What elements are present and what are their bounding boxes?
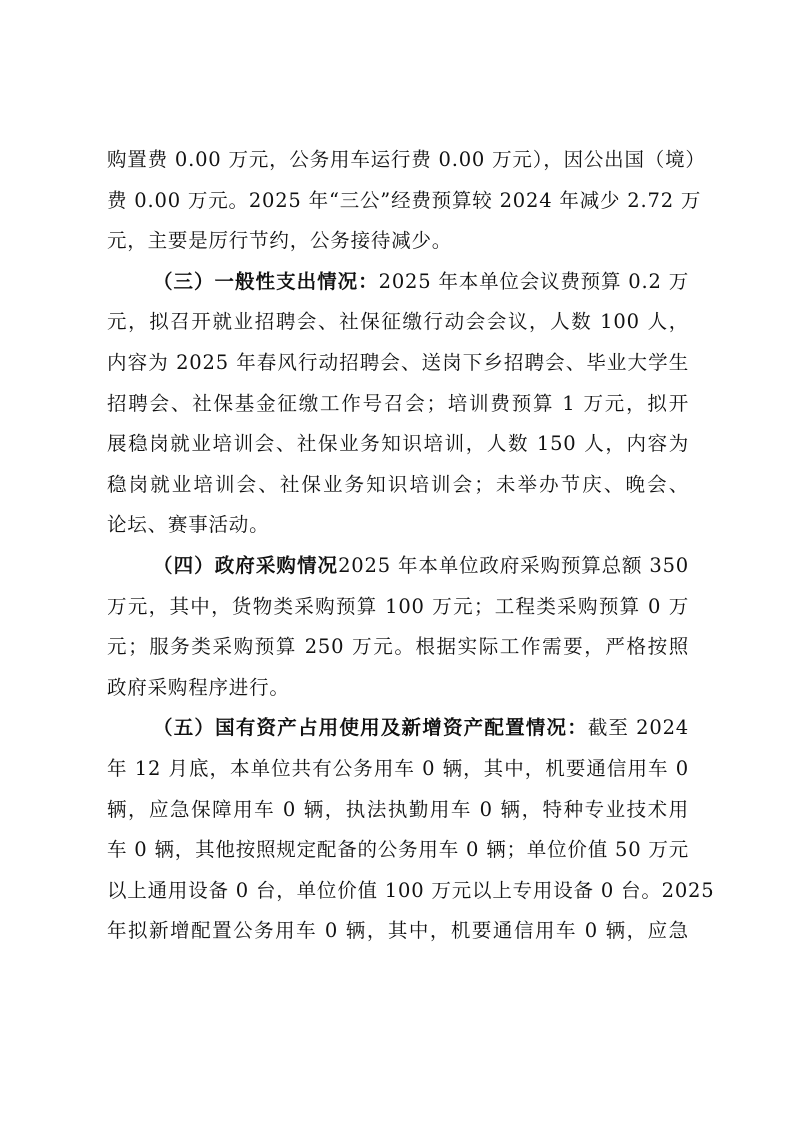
intro-line-2: 费 0.00 万元。2025 年“三公”经费预算较 2024 年减少 2.72 万: [107, 188, 702, 212]
section-3-line: 论坛、赛事活动。: [107, 513, 270, 537]
section-5-line: 辆，应急保障用车 0 辆，执法执勤用车 0 辆，特种专业技术用: [107, 797, 689, 821]
section-3-line: 展稳岗就业培训会、社保业务知识培训，人数 150 人，内容为: [107, 432, 689, 456]
section-4-first-line: [107, 546, 689, 587]
section-5-line: 车 0 辆，其他按照规定配备的公务用车 0 辆；单位价值 50 万元: [107, 838, 690, 862]
section-4-heading: （四）政府采购情况: [153, 553, 339, 577]
section-3-line: 内容为 2025 年春风行动招聘会、送岗下乡招聘会、毕业大学生: [107, 350, 689, 374]
section-5-heading: （五）国有资产占用使用及新增资产配置情况：: [153, 716, 588, 740]
section-3-first-line-text: 2025 年本单位会议费预算 0.2 万: [378, 269, 689, 293]
section-5-first-line: [107, 708, 689, 749]
section-3-line: 元，拟召开就业招聘会、社保征缴行动会会议，人数 100 人，: [107, 310, 689, 334]
section-3-line: 招聘会、社保基金征缴工作号召会；培训费预算 1 万元，拟开: [107, 391, 689, 415]
section-3-line: 稳岗就业培训会、社保业务知识培训会；未举办节庆、晚会、: [107, 472, 689, 496]
section-5-line: 年拟新增配置公务用车 0 辆，其中，机要通信用车 0 辆，应急: [107, 919, 689, 943]
document-body: [107, 140, 715, 952]
intro-line-1: 购置费 0.00 万元，公务用车运行费 0.00 万元），因公出国（境）: [107, 148, 706, 171]
section-4-first-line-text: 2025 年本单位政府采购预算总额 350: [338, 553, 689, 577]
section-5-line: 年 12 月底，本单位共有公务用车 0 辆，其中，机要通信用车 0: [107, 756, 689, 780]
intro-line-3: 元，主要是厉行节约，公务接待减少。: [107, 229, 453, 253]
section-4-line: 万元，其中，货物类采购预算 100 万元；工程类采购预算 0 万: [107, 594, 689, 618]
section-5-line: 以上通用设备 0 台，单位价值 100 万元以上专用设备 0 台。2025: [107, 878, 715, 902]
section-5-first-line-text: 截至 2024: [587, 716, 689, 740]
section-4-line: 元；服务类采购预算 250 万元。根据实际工作需要，严格按照: [107, 635, 689, 659]
section-3-heading: （三）一般性支出情况：: [153, 269, 379, 293]
section-4-line: 政府采购程序进行。: [107, 675, 290, 699]
section-3-first-line: [107, 262, 689, 303]
